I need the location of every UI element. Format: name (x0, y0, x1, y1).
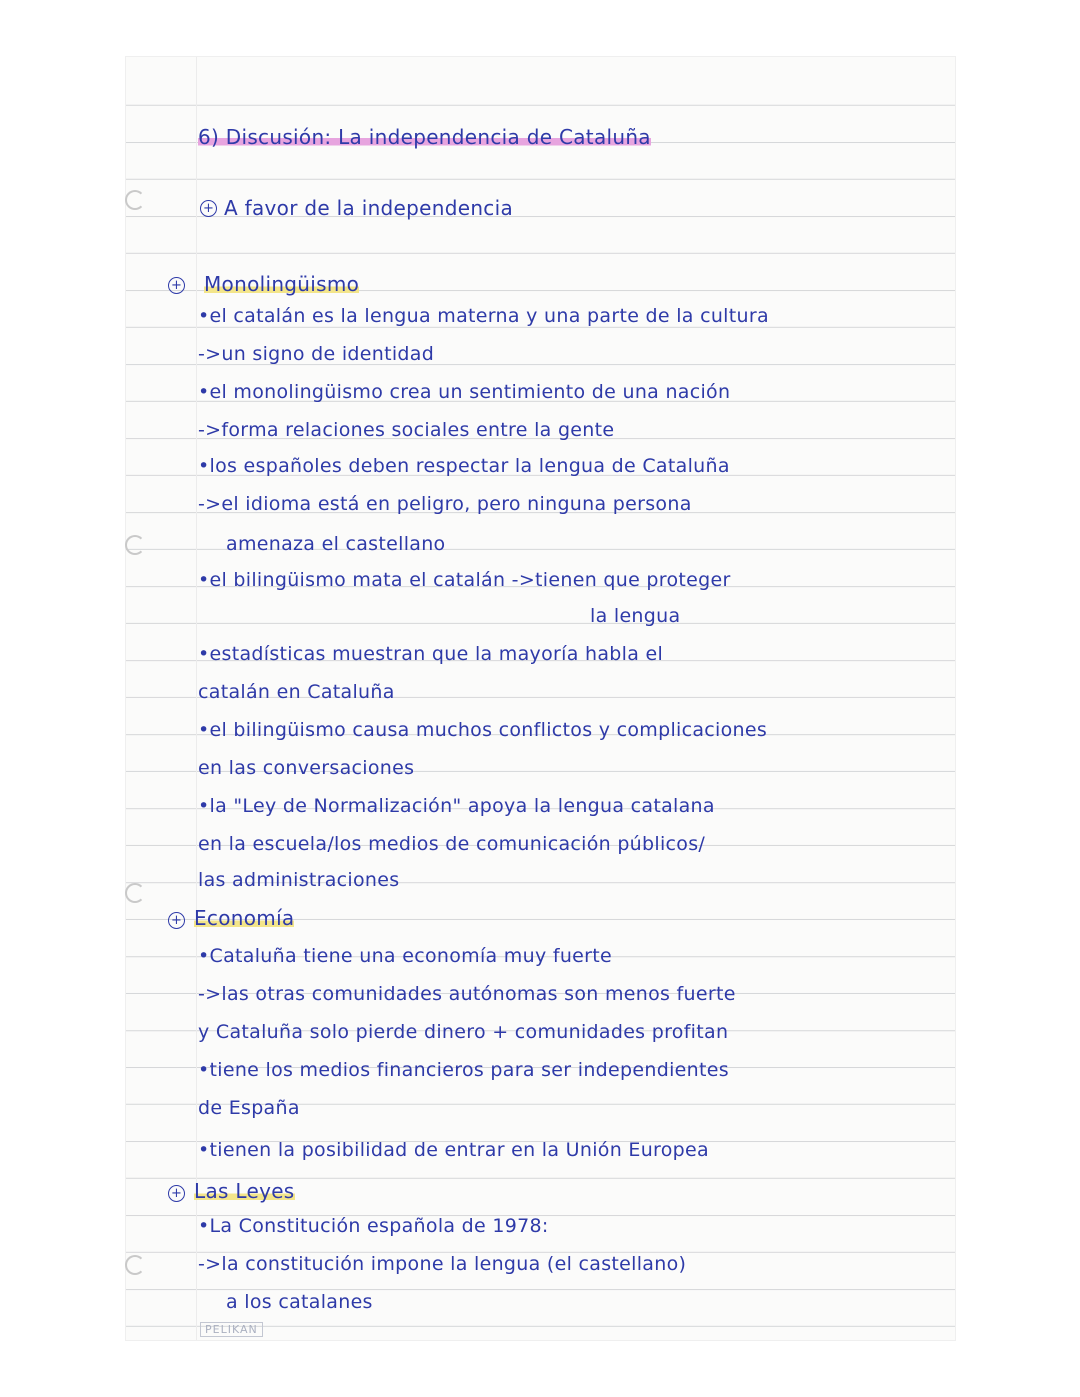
text-line: •el monolingüismo crea un sentimiento de una nación (198, 381, 731, 403)
section-heading-monolinguismo: Monolingüismo (204, 272, 360, 296)
text-line: en la escuela/los medios de comunicación públicos/ (198, 833, 706, 855)
binder-hole (125, 535, 145, 555)
text-line: a los catalanes (226, 1291, 373, 1313)
text-line: ->el idioma está en peligro, pero ninguna persona (198, 493, 692, 515)
brand-stamp: PELIKAN (200, 1322, 263, 1337)
text-line: •tienen la posibilidad de entrar en la Unión Europea (198, 1139, 709, 1161)
text-line: catalán en Cataluña (198, 681, 395, 703)
section-heading-leyes: Las Leyes (194, 1179, 295, 1203)
text-line: la lengua (590, 605, 681, 627)
text-line: de España (198, 1097, 300, 1119)
plus-icon: + (168, 912, 185, 929)
text-line: •el bilingüismo causa muchos conflictos y complicaciones (198, 719, 768, 741)
text-line: •Cataluña tiene una economía muy fuerte (198, 945, 613, 967)
text-line: ->las otras comunidades autónomas son menos fuerte (198, 983, 736, 1005)
binder-hole (125, 190, 145, 210)
page-title: 6) Discusión: La independencia de Cataluña (198, 125, 651, 149)
text-line: ->un signo de identidad (198, 343, 435, 365)
text-line: las administraciones (198, 869, 400, 891)
text-line: •el catalán es la lengua materna y una parte de la cultura (198, 305, 769, 327)
binder-hole (125, 1255, 145, 1275)
plus-icon: + (168, 277, 185, 294)
text-line: ->la constitución impone la lengua (el castellano) (198, 1253, 687, 1275)
text-line: amenaza el castellano (226, 533, 446, 555)
section-heading-economia: Economía (194, 906, 295, 930)
subtitle: A favor de la independencia (224, 196, 514, 220)
plus-icon: + (200, 200, 217, 217)
text-line: y Cataluña solo pierde dinero + comunidades profitan (198, 1021, 729, 1043)
text-line: •la "Ley de Normalización" apoya la lengua catalana (198, 795, 715, 817)
text-line: •tiene los medios financieros para ser independientes (198, 1059, 729, 1081)
text-line: •los españoles deben respectar la lengua de Cataluña (198, 455, 730, 477)
text-line: •La Constitución española de 1978: (198, 1215, 549, 1237)
text-line: en las conversaciones (198, 757, 415, 779)
margin-line (196, 57, 197, 1340)
text-line: ->forma relaciones sociales entre la gente (198, 419, 615, 441)
plus-icon: + (168, 1185, 185, 1202)
text-line: •el bilingüismo mata el catalán ->tienen que proteger (198, 569, 731, 591)
binder-hole (125, 883, 145, 903)
text-line: •estadísticas muestran que la mayoría habla el (198, 643, 664, 665)
